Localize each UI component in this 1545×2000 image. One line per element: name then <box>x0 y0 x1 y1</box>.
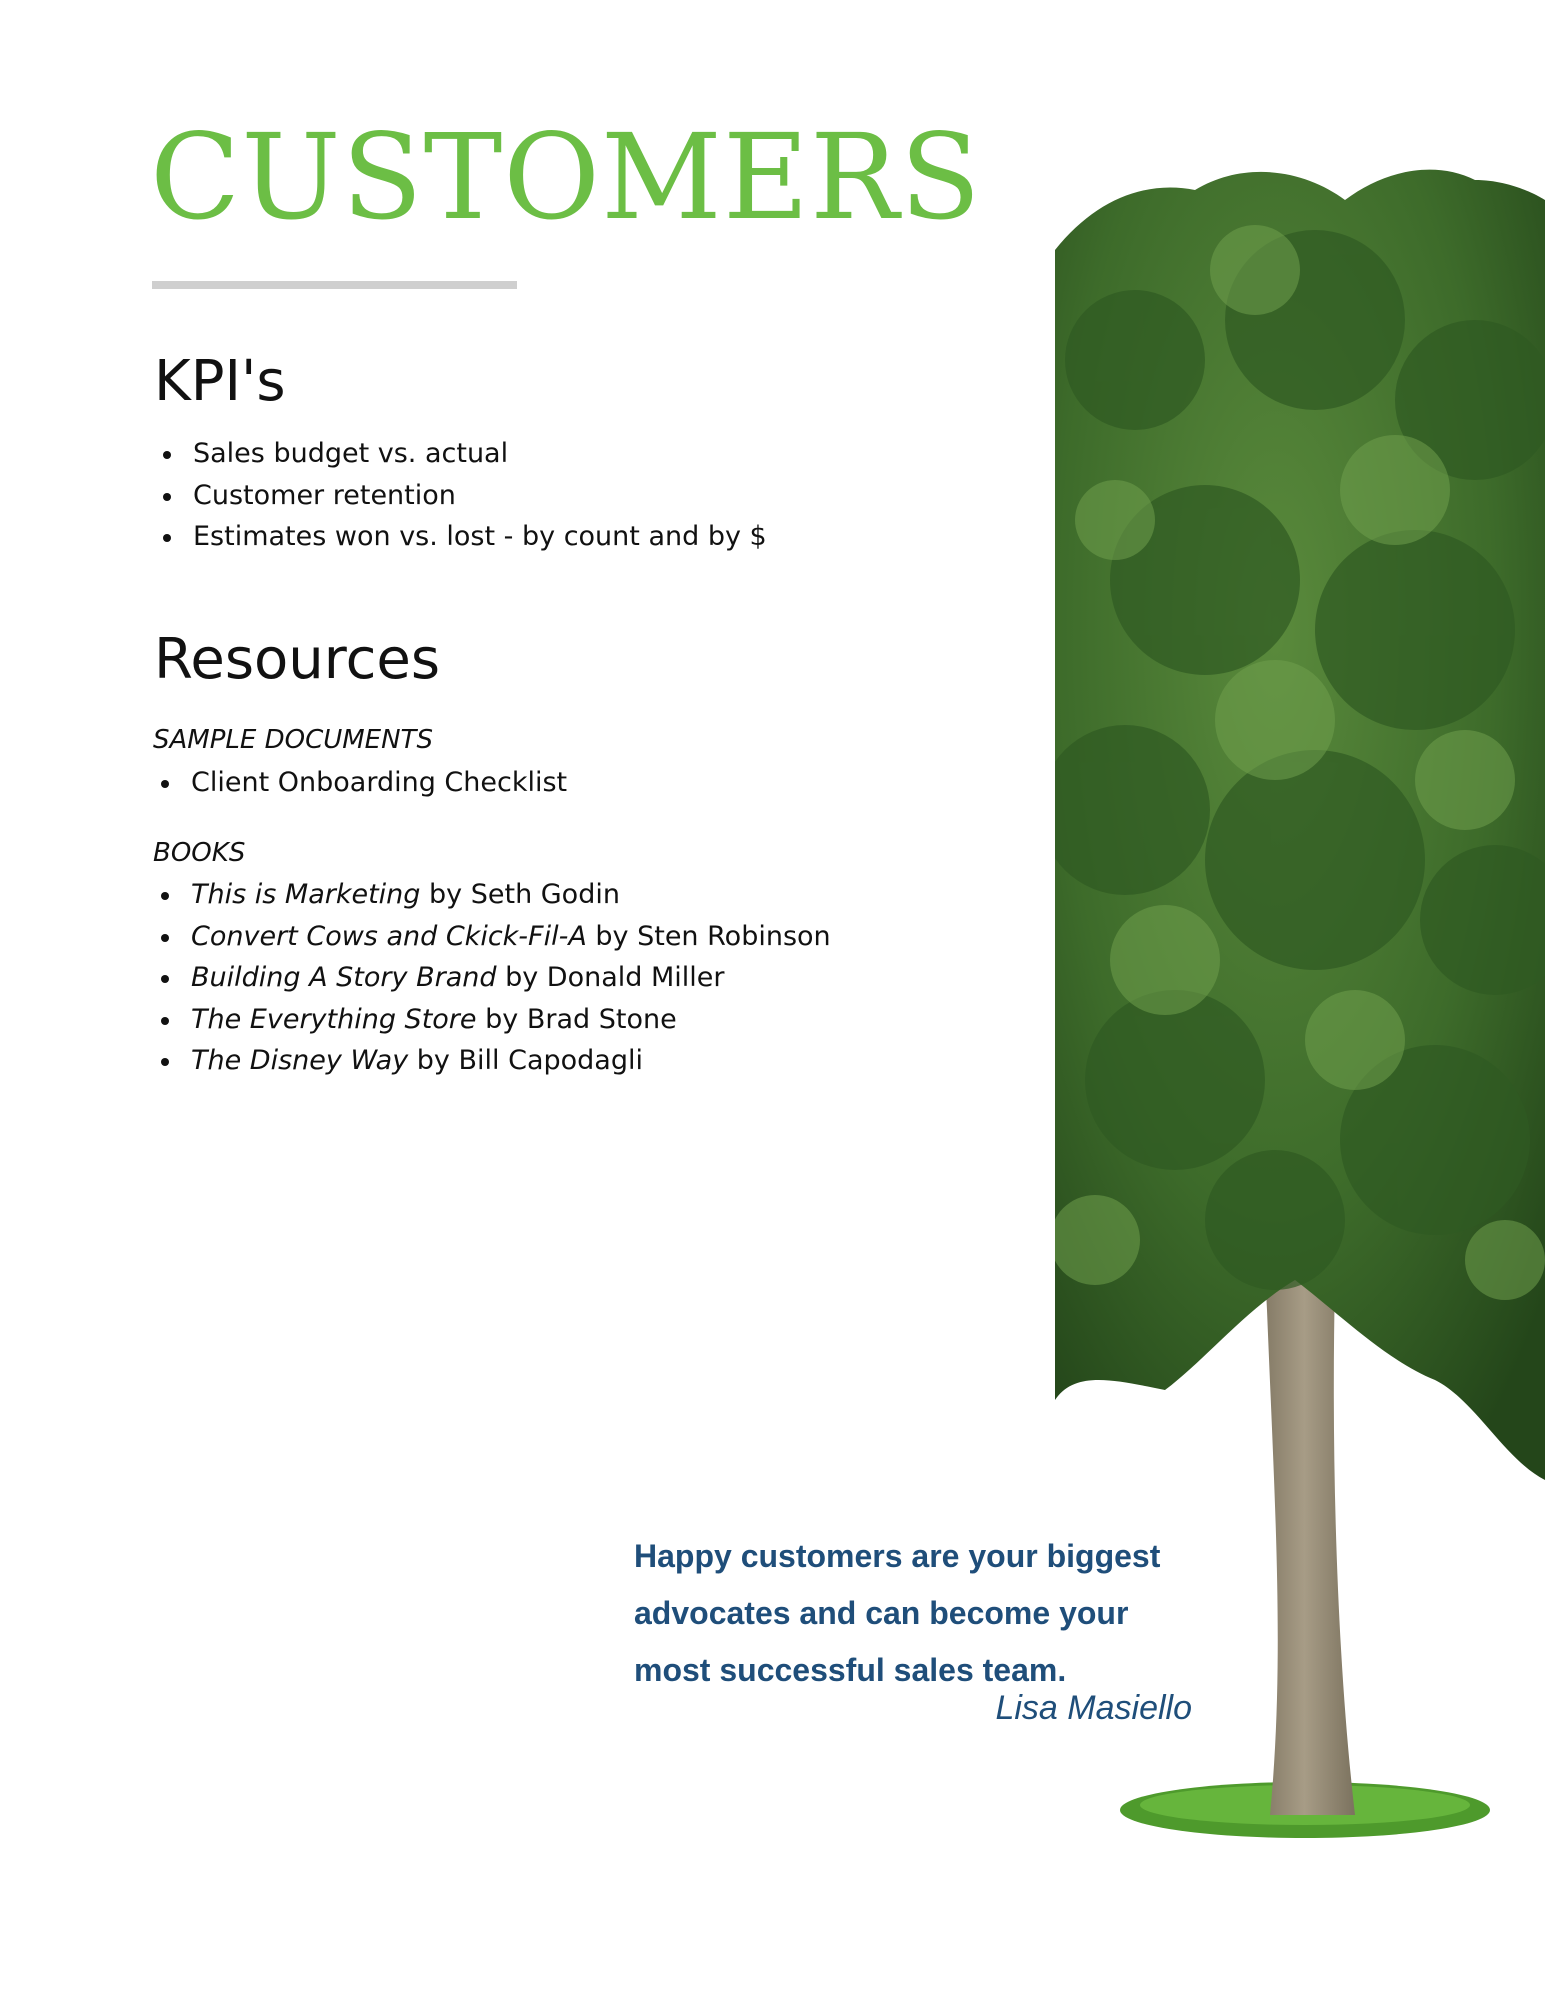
book-item <box>152 874 831 916</box>
page-title: CUSTOMERS <box>150 108 982 246</box>
books-label: BOOKS <box>153 838 246 868</box>
resources-heading: Resources <box>154 627 440 692</box>
quote-line: most successful sales team. <box>634 1652 1067 1688</box>
list-item: Customer retention <box>154 475 767 517</box>
book-author: by Sten Robinson <box>595 920 831 952</box>
book-item <box>152 916 831 958</box>
book-title: The Disney Way <box>191 1045 409 1076</box>
title-underline <box>152 281 517 289</box>
list-item: Client Onboarding Checklist <box>152 762 567 804</box>
book-title: Convert Cows and Ckick-Fil-A <box>191 920 587 952</box>
kpi-list <box>154 433 767 558</box>
kpi-heading: KPI's <box>154 349 286 414</box>
book-title: The Everything Store <box>191 1003 477 1035</box>
quote-author: Lisa Masiello <box>995 1689 1192 1727</box>
book-item <box>152 957 831 999</box>
book-author: by Donald Miller <box>505 962 725 993</box>
book-item <box>152 999 831 1041</box>
books-list <box>152 874 831 1082</box>
quote-text <box>634 1528 1194 1699</box>
sample-documents-list <box>152 762 567 804</box>
book-title: This is Marketing <box>191 879 421 910</box>
book-item <box>152 1040 831 1082</box>
book-author: by Bill Capodagli <box>416 1045 643 1076</box>
list-item: Sales budget vs. actual <box>154 433 767 475</box>
book-title: Building A Story Brand <box>191 962 497 993</box>
book-author: by Seth Godin <box>429 879 620 910</box>
quote-line: Happy customers are your biggest <box>634 1538 1161 1574</box>
sample-documents-label: SAMPLE DOCUMENTS <box>153 725 433 755</box>
book-author: by Brad Stone <box>485 1003 677 1035</box>
quote-line: advocates and can become your <box>634 1595 1129 1631</box>
list-item: Estimates won vs. lost - by count and by $ <box>154 516 767 558</box>
